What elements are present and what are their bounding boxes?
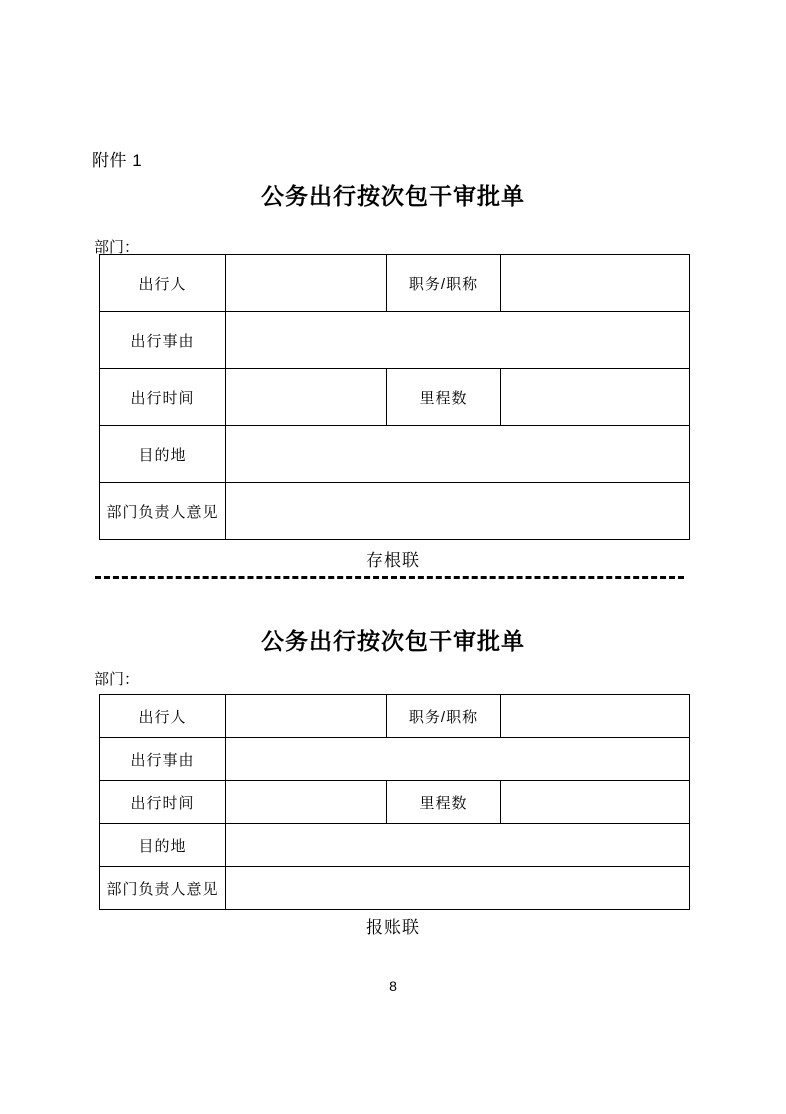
page-title-copy-1: 公务出行按次包干审批单 <box>261 183 525 209</box>
table-row <box>100 781 690 824</box>
cell-label-reason-2: 出行事由 <box>100 738 226 781</box>
cell-label-manager-opinion-1: 部门负责人意见 <box>100 483 226 540</box>
cell-value-reason-1[interactable] <box>226 312 690 369</box>
cut-here-dashed-line <box>95 576 684 579</box>
table-row <box>100 426 690 483</box>
cell-value-mileage-2[interactable] <box>501 781 690 824</box>
cell-value-manager-opinion-1[interactable] <box>226 483 690 540</box>
page-title-copy-2: 公务出行按次包干审批单 <box>261 628 525 654</box>
approval-form-table-2 <box>99 694 690 910</box>
cell-value-position-2[interactable] <box>501 695 690 738</box>
cell-label-mileage-2: 里程数 <box>387 781 501 824</box>
table-row <box>100 738 690 781</box>
table-row <box>100 312 690 369</box>
approval-form-table-1 <box>99 254 690 540</box>
copy-label-stub: 存根联 <box>366 551 420 570</box>
cell-label-time-2: 出行时间 <box>100 781 226 824</box>
cell-label-destination-1: 目的地 <box>100 426 226 483</box>
cell-label-position-2: 职务/职称 <box>387 695 501 738</box>
cell-label-time-1: 出行时间 <box>100 369 226 426</box>
department-line-1: 部门： <box>94 239 140 256</box>
table-row <box>100 867 690 910</box>
page-number: 8 <box>389 978 397 994</box>
table-row <box>100 483 690 540</box>
table-row <box>100 695 690 738</box>
cell-label-manager-opinion-2: 部门负责人意见 <box>100 867 226 910</box>
table-row <box>100 255 690 312</box>
cell-label-position-1: 职务/职称 <box>387 255 501 312</box>
attachment-label: 附件 1 <box>92 151 143 170</box>
cell-value-mileage-1[interactable] <box>501 369 690 426</box>
cell-value-time-2[interactable] <box>226 781 387 824</box>
cell-label-traveler-2: 出行人 <box>100 695 226 738</box>
copy-label-reimbursement: 报账联 <box>366 918 420 937</box>
cell-value-traveler-1[interactable] <box>226 255 387 312</box>
cell-label-traveler-1: 出行人 <box>100 255 226 312</box>
cell-value-manager-opinion-2[interactable] <box>226 867 690 910</box>
cell-value-destination-2[interactable] <box>226 824 690 867</box>
cell-label-mileage-1: 里程数 <box>387 369 501 426</box>
department-line-2: 部门： <box>94 671 140 688</box>
cell-value-traveler-2[interactable] <box>226 695 387 738</box>
table-row <box>100 824 690 867</box>
table-row <box>100 369 690 426</box>
cell-label-destination-2: 目的地 <box>100 824 226 867</box>
cell-value-time-1[interactable] <box>226 369 387 426</box>
cell-value-destination-1[interactable] <box>226 426 690 483</box>
cell-label-reason-1: 出行事由 <box>100 312 226 369</box>
cell-value-reason-2[interactable] <box>226 738 690 781</box>
cell-value-position-1[interactable] <box>501 255 690 312</box>
